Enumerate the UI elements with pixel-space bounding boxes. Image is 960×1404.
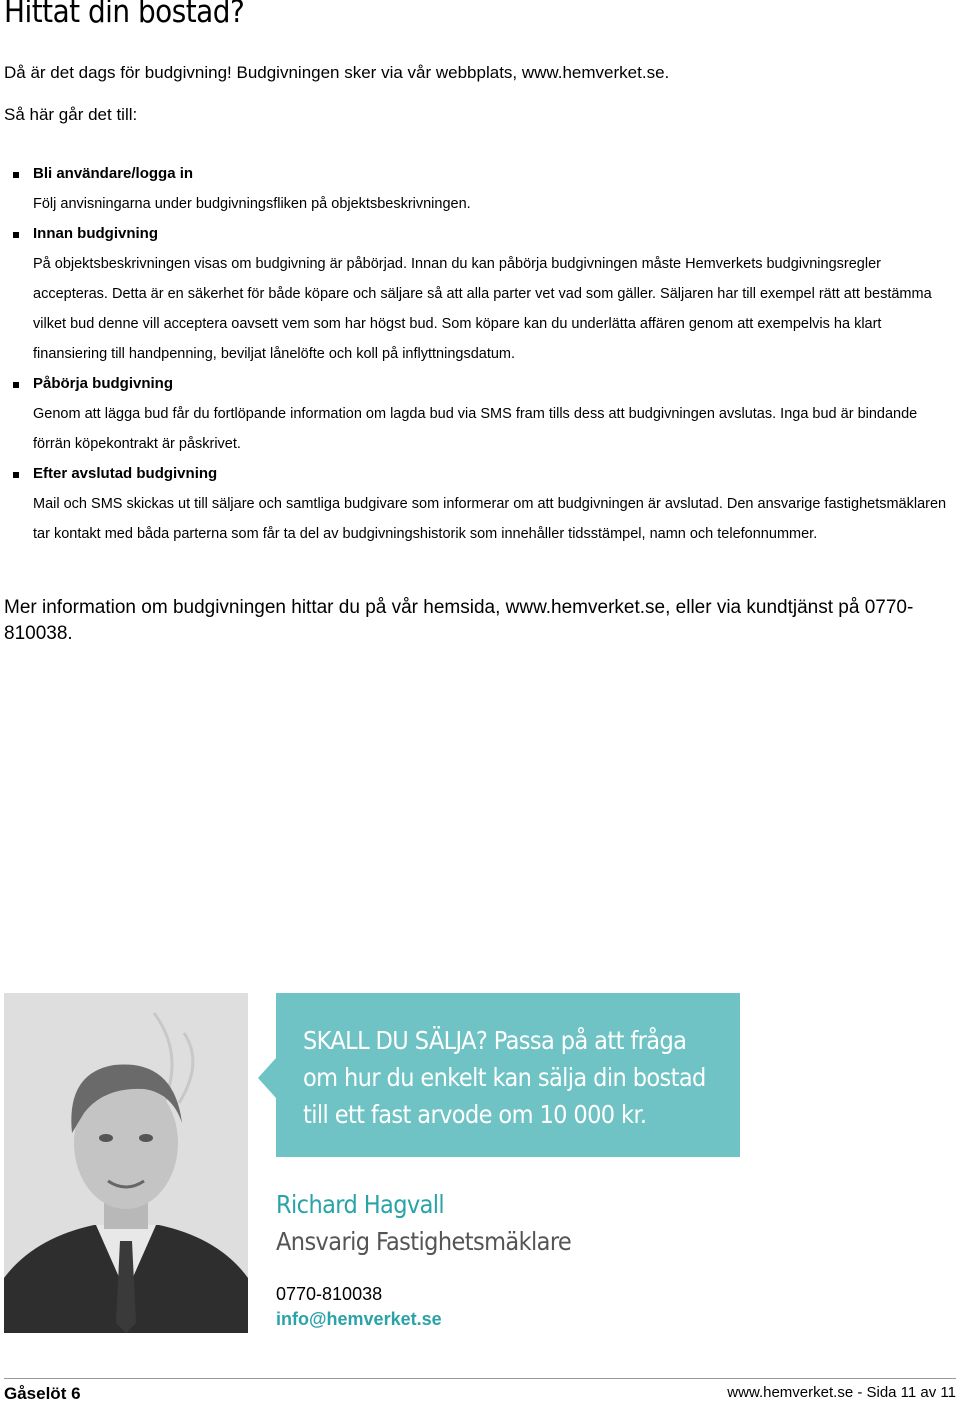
step-text: Följ anvisningarna under budgivningsfliken på objektsbeskrivningen. [33,196,471,212]
bullet-square-icon [13,382,19,388]
promo-arrow-icon [258,1058,276,1098]
agent-name: Richard Hagvall [276,1190,445,1219]
promo-text: SKALL DU SÄLJA? Passa på att fråga om hur du enkelt kan sälja din bostad till ett fast arvode om 10 000 kr. [303,1026,706,1129]
agent-photo [4,993,248,1333]
agent-phone[interactable]: 0770-810038 [276,1284,383,1304]
agent-role: Ansvarig Fastighetsmäklare [276,1227,572,1256]
footer-address: Gåselöt 6 [4,1384,81,1403]
agent-portrait-image [4,993,248,1333]
page-title: Hittat din bostad? [4,0,245,30]
step-text: Mail och SMS skickas ut till säljare och samtliga budgivare som informerar om att budgivningen är avslutad. Den ansvarige fastighetsmäklaren tar kontakt med båda parterna som får ta del av budgivningshistorik som innehåller tidsstämpel, namn och telefonnummer. [33,496,947,542]
step-heading: Bli användare/logga in [33,165,194,182]
footer-page-info: www.hemverket.se - Sida 11 av 11 [727,1384,956,1401]
step-heading: Påbörja budgivning [33,375,174,392]
how-it-works-heading: Så här går det till: [4,105,138,124]
footer-divider [4,1378,956,1379]
step-text: Genom att lägga bud får du fortlöpande information om lagda bud via SMS fram tills dess att budgivningen avslutas. Inga bud är bindande förrän köpekontrakt är påskrivet. [33,406,918,452]
bullet-square-icon [13,232,19,238]
step-heading: Efter avslutad budgivning [33,465,218,482]
more-info-text: Mer information om budgivningen hittar du på vår hemsida, www.hemverket.se, eller via kundtjänst på 0770-810038. [4,597,914,644]
agent-email-link[interactable]: info@hemverket.se [276,1309,442,1329]
bullet-square-icon [13,172,19,178]
bullet-square-icon [13,472,19,478]
intro-text: Då är det dags för budgivning! Budgivningen sker via vår webbplats, www.hemverket.se. [4,63,670,82]
step-text: På objektsbeskrivningen visas om budgivning är påbörjad. Innan du kan påbörja budgivningen måste Hemverkets budgivningsregler accepteras. Detta är en säkerhet för både köpare och säljare så att alla parter vet vad som gäller. Säljaren har till exempel rätt att bestämma vilket bud denne vill acceptera oavsett vem som har högst bud. Som köpare kan du underlätta affären genom att exempelvis ha klart finansiering till handpenning, beviljat lånelöfte och koll på inflyttningsdatum. [33,256,932,362]
step-heading: Innan budgivning [33,225,158,242]
